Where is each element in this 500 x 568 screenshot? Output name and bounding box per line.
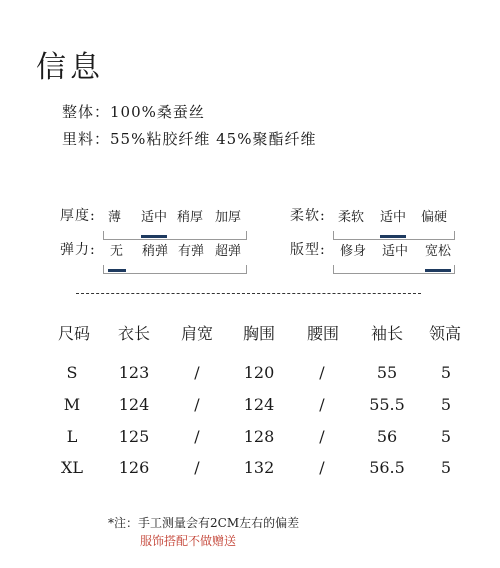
table-header-cell: 尺码 (57, 324, 91, 343)
table-cell: S (66, 363, 78, 382)
attr-softness-option: 适中 (380, 210, 407, 225)
page-title: 信息 (36, 50, 104, 85)
table-cell: 132 (243, 458, 275, 477)
table-cell: / (194, 427, 200, 446)
attr-elasticity-option: 有弹 (178, 244, 205, 259)
attr-thickness-option: 稍厚 (177, 210, 204, 225)
attr-elasticity-option: 无 (110, 244, 124, 259)
table-cell: 55.5 (369, 395, 405, 414)
attr-fit-option: 修身 (340, 244, 367, 259)
table-cell: 125 (118, 427, 150, 446)
attr-thickness-option: 薄 (108, 210, 122, 225)
accessories-note: 服饰搭配不做赠送 (140, 534, 237, 548)
attr-thickness-option: 适中 (141, 210, 168, 225)
table-cell: / (319, 395, 325, 414)
table-cell: 56.5 (369, 458, 405, 477)
table-cell: 123 (118, 363, 150, 382)
attr-fit-option: 适中 (382, 244, 409, 259)
attr-fit-label: 版型: (290, 242, 326, 258)
table-header-cell: 衣长 (117, 324, 151, 343)
attr-fit-option: 宽松 (425, 244, 452, 259)
table-cell: 56 (376, 427, 398, 446)
material-lining: 里料：55%粘胶纤维 45%聚酯纤维 (62, 130, 317, 148)
table-cell: / (319, 427, 325, 446)
attr-elasticity-option: 稍弹 (142, 244, 169, 259)
attr-elasticity-option: 超弹 (215, 244, 242, 259)
attr-thickness-label: 厚度: (60, 208, 96, 224)
table-header-cell: 腰围 (306, 324, 340, 343)
table-cell: 5 (440, 363, 452, 382)
table-cell: 5 (440, 395, 452, 414)
attr-softness-option: 偏硬 (421, 210, 448, 225)
attr-softness-label: 柔软: (290, 208, 326, 224)
table-cell: 5 (440, 427, 452, 446)
table-cell: 55 (376, 363, 398, 382)
table-cell: / (319, 458, 325, 477)
material-whole: 整体：100%桑蚕丝 (62, 103, 205, 121)
table-cell: 5 (440, 458, 452, 477)
table-header-cell: 袖长 (370, 324, 404, 343)
table-cell: / (194, 363, 200, 382)
table-cell: 126 (118, 458, 150, 477)
table-cell: 128 (243, 427, 275, 446)
table-header-cell: 领高 (428, 324, 462, 343)
table-cell: 124 (118, 395, 150, 414)
table-cell: / (194, 458, 200, 477)
attr-softness-option: 柔软 (338, 210, 365, 225)
attr-thickness-option: 加厚 (215, 210, 242, 225)
table-cell: / (319, 363, 325, 382)
table-cell: L (66, 427, 78, 446)
table-cell: / (194, 395, 200, 414)
table-cell: M (63, 395, 81, 414)
table-cell: 120 (243, 363, 275, 382)
table-header-cell: 肩宽 (180, 324, 214, 343)
attr-elasticity-label: 弹力: (60, 242, 96, 258)
table-cell: 124 (243, 395, 275, 414)
table-cell: XL (60, 458, 84, 477)
table-header-cell: 胸围 (242, 324, 276, 343)
measurement-note: *注：手工测量会有2CM左右的偏差 (108, 516, 300, 530)
